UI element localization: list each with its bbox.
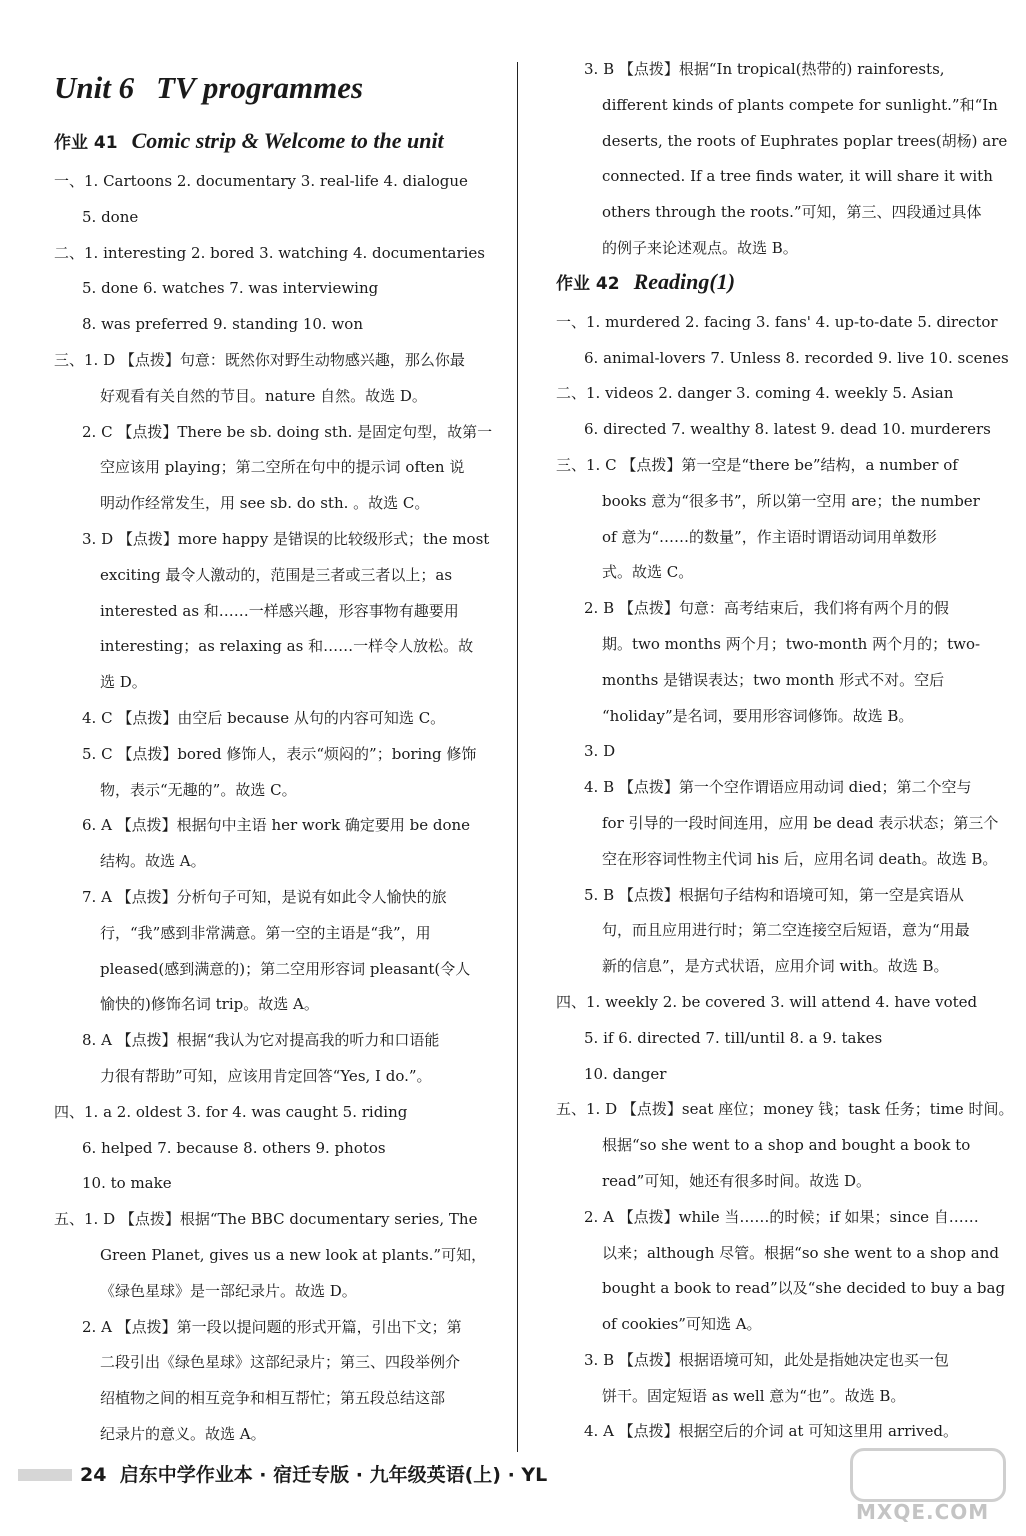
answer-line: 的例子来论述观点。故选 B。 bbox=[602, 238, 798, 257]
answer-line: months 是错误表达；two month 形式不对。空后 bbox=[602, 670, 945, 689]
answer-line: 2. A 【点拨】第一段以提问题的形式开篇，引出下文；第 bbox=[82, 1317, 462, 1336]
answer-line: 10. danger bbox=[584, 1064, 667, 1083]
answer-line: pleased(感到满意的)；第二空用形容词 pleasant(令人 bbox=[100, 959, 471, 978]
answer-line: 4. B 【点拨】第一个空作谓语应用动词 died；第二个空与 bbox=[584, 778, 972, 797]
answer-line: 6. A 【点拨】根据句中主语 her work 确定要用 be done bbox=[82, 816, 471, 835]
answer-line: 5. done bbox=[82, 207, 139, 226]
left-column bbox=[54, 52, 506, 1453]
watermark bbox=[850, 1448, 1000, 1526]
answer-line: 5. if 6. directed 7. till/until 8. a 9. takes bbox=[584, 1028, 883, 1047]
answer-line: exciting 最令人激动的，范围是三者或三者以上；as bbox=[100, 565, 453, 584]
book-title: 启东中学作业本 · 宿迁专版 · 九年级英语(上) · YL bbox=[119, 1464, 548, 1486]
answer-line: 2. A 【点拨】while 当……的时候；if 如果；since 自…… bbox=[584, 1207, 979, 1226]
answer-line: interested as 和……一样感兴趣，形容事物有趣要用 bbox=[100, 601, 459, 620]
section-name: Reading(1) bbox=[633, 268, 736, 294]
answer-line: 6. animal-lovers 7. Unless 8. recorded 9. live 10. scenes bbox=[584, 348, 1009, 367]
watermark-logo-icon bbox=[850, 1448, 1006, 1502]
answer-line: 10. to make bbox=[82, 1174, 172, 1193]
answer-line: books 意为“很多书”，所以第一空用 are；the number bbox=[602, 491, 980, 510]
answer-line: 结构。故选 A。 bbox=[100, 852, 206, 871]
section-title-42 bbox=[556, 269, 988, 295]
answer-line: 纪录片的意义。故选 A。 bbox=[100, 1424, 266, 1443]
answer-line: interesting；as relaxing as 和……一样令人放松。故 bbox=[100, 637, 474, 656]
answer-line: 愉快的)修饰名词 trip。故选 A。 bbox=[100, 995, 319, 1014]
answer-line: 空在形容词性物主代词 his 后，应用名词 death。故选 B。 bbox=[602, 849, 998, 868]
answer-line: “holiday”是名词，要用形容词修饰。故选 B。 bbox=[602, 706, 914, 725]
answer-line: 4. C 【点拨】由空后 because 从句的内容可知选 C。 bbox=[82, 708, 446, 727]
answer-line: 《绿色星球》是一部纪录片。故选 D。 bbox=[100, 1281, 357, 1300]
answer-line: 好观看有关自然的节目。nature 自然。故选 D。 bbox=[100, 386, 427, 405]
answer-line: others through the roots.”可知，第三、四段通过具体 bbox=[602, 203, 982, 222]
answer-line: 5. done 6. watches 7. was interviewing bbox=[82, 279, 379, 298]
section-tag: 作业 42 bbox=[556, 273, 620, 294]
answer-line: 新的信息”，是方式状语，应用介词 with。故选 B。 bbox=[602, 957, 949, 976]
answer-line: different kinds of plants compete for sunlight.”和“In bbox=[602, 95, 998, 114]
section-title-41 bbox=[54, 128, 506, 154]
answer-line: 三、1. D 【点拨】句意：既然你对野生动物感兴趣，那么你最 bbox=[54, 350, 465, 369]
answer-line: of 意为“……的数量”，作主语时谓语动词用单数形 bbox=[602, 527, 937, 546]
answer-line: 一、1. Cartoons 2. documentary 3. real-life 4. dialogue bbox=[54, 172, 468, 190]
answer-line: 6. helped 7. because 8. others 9. photos bbox=[82, 1138, 386, 1157]
answer-line: read”可知，她还有很多时间。故选 D。 bbox=[602, 1171, 872, 1190]
answer-line: 2. B 【点拨】句意：高考结束后，我们将有两个月的假 bbox=[584, 599, 949, 618]
answer-line: 一、1. murdered 2. facing 3. fans' 4. up-to-date 5. director bbox=[556, 312, 998, 331]
answer-line: for 引导的一段时间连用，应用 be dead 表示状态；第三个 bbox=[602, 813, 999, 832]
answer-line: 8. A 【点拨】根据“我认为它对提高我的听力和口语能 bbox=[82, 1031, 440, 1050]
answer-line: 二、1. interesting 2. bored 3. watching 4. documentaries bbox=[54, 243, 486, 262]
left-answer-lines bbox=[54, 164, 506, 1453]
answer-line: 饼干。固定短语 as well 意为“也”。故选 B。 bbox=[602, 1386, 906, 1405]
answer-line: of cookies”可知选 A。 bbox=[602, 1315, 762, 1334]
answer-line: 句，而且应用进行时；第二空连接空后短语，意为“用最 bbox=[602, 921, 970, 940]
answer-line: 五、1. D 【点拨】seat 座位；money 钱；task 任务；time 时间。 bbox=[556, 1100, 1014, 1119]
answer-line: 二、1. videos 2. danger 3. coming 4. weekly 5. Asian bbox=[556, 384, 954, 403]
section-name: Comic strip & Welcome to the unit bbox=[131, 128, 444, 153]
section-tag: 作业 41 bbox=[54, 133, 118, 153]
answer-line: 3. D bbox=[584, 742, 616, 761]
answer-line: 8. was preferred 9. standing 10. won bbox=[82, 315, 363, 334]
answer-line: 明动作经常发生，用 see sb. do sth. 。故选 C。 bbox=[100, 494, 430, 513]
answer-line: 4. A 【点拨】根据空后的介词 at 可知这里用 arrived。 bbox=[584, 1422, 958, 1441]
answer-line: 行，“我”感到非常满意。第一空的主语是“我”，用 bbox=[100, 923, 431, 942]
answer-line: 5. C 【点拨】bored 修饰人，表示“烦闷的”；boring 修饰 bbox=[82, 744, 477, 763]
answer-line: connected. If a tree finds water, it will share it with bbox=[602, 167, 993, 186]
answer-line: 3. B 【点拨】根据“In tropical(热带的) rainforests, bbox=[584, 60, 945, 78]
answer-line: 三、1. C 【点拨】第一空是“there be”结构，a number of bbox=[556, 455, 958, 474]
answer-line: 期。two months 两个月；two-month 两个月的；two- bbox=[602, 634, 981, 653]
answer-line: bought a book to read”以及“she decided to buy a bag bbox=[602, 1279, 1006, 1298]
page-number: 24 bbox=[80, 1464, 107, 1486]
right-answer-lines bbox=[556, 305, 1014, 1451]
answer-line: 7. A 【点拨】分析句子可知，是说有如此令人愉快的旅 bbox=[82, 887, 447, 906]
right-column bbox=[556, 52, 1014, 1450]
answer-line: 式。故选 C。 bbox=[602, 563, 694, 582]
answer-line: 四、1. a 2. oldest 3. for 4. was caught 5. riding bbox=[54, 1102, 408, 1121]
answer-line: 3. D 【点拨】more happy 是错误的比较级形式；the most bbox=[82, 529, 490, 548]
unit-number: Unit 6 bbox=[54, 70, 135, 105]
footer-text bbox=[80, 1460, 547, 1487]
answer-line: 力很有帮助”可知，应该用肯定回答“Yes, I do.”。 bbox=[100, 1066, 432, 1085]
watermark-url: MXQE.COM bbox=[856, 1500, 990, 1524]
answer-line: 物，表示“无趣的”。故选 C。 bbox=[100, 780, 297, 799]
answer-line: 2. C 【点拨】There be sb. doing sth. 是固定句型，故第一 bbox=[82, 422, 493, 441]
footer-bar bbox=[18, 1469, 72, 1481]
column-divider bbox=[517, 62, 518, 1452]
answer-line: 5. B 【点拨】根据句子结构和语境可知，第一空是宾语从 bbox=[584, 885, 964, 904]
answer-line: 绍植物之间的相互竞争和相互帮忙；第五段总结这部 bbox=[100, 1389, 446, 1408]
answer-line: 6. directed 7. wealthy 8. latest 9. dead 10. murderers bbox=[584, 420, 991, 439]
answer-line: 二段引出《绿色星球》这部纪录片；第三、四段举例介 bbox=[100, 1353, 461, 1372]
unit-title bbox=[54, 70, 506, 106]
answer-line: Green Planet, gives us a new look at plants.”可知， bbox=[100, 1245, 487, 1264]
answer-line: 空应该用 playing；第二空所在句中的提示词 often 说 bbox=[100, 458, 465, 477]
unit-name: TV programmes bbox=[156, 70, 364, 105]
answer-line: deserts, the roots of Euphrates poplar trees(胡杨) are bbox=[602, 131, 1008, 150]
answer-line: 3. B 【点拨】根据语境可知，此处是指她决定也买一包 bbox=[584, 1350, 949, 1369]
answer-line: 选 D。 bbox=[100, 673, 147, 692]
answer-line: 根据“so she went to a shop and bought a book to bbox=[602, 1136, 971, 1155]
right-top-answer-lines bbox=[556, 52, 1008, 267]
answer-line: 四、1. weekly 2. be covered 3. will attend 4. have voted bbox=[556, 992, 978, 1011]
answer-line: 以来；although 尽管。根据“so she went to a shop and bbox=[602, 1243, 999, 1262]
answer-line: 五、1. D 【点拨】根据“The BBC documentary series, The bbox=[54, 1210, 478, 1229]
